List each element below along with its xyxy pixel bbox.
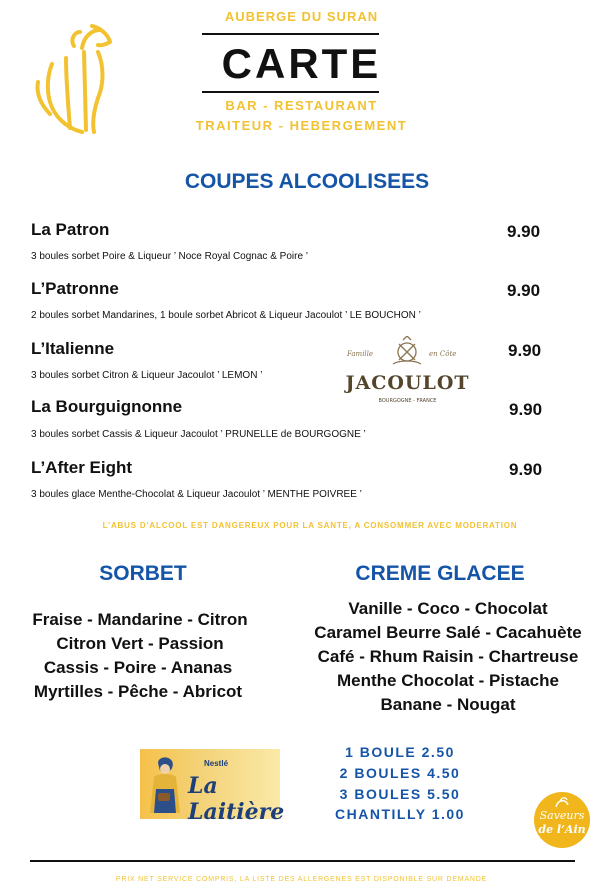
subtitle-traiteur: TRAITEUR - HEBERGEMENT bbox=[195, 118, 408, 133]
alcohol-warning: L’ABUS D’ALCOOL EST DANGEREUX POUR LA SANTE, A CONSOMMER AVEC MODERATION bbox=[102, 521, 518, 530]
jacoulot-name: JACOULOT bbox=[345, 372, 470, 394]
item-description: 3 boules sorbet Poire & Liqueur ’ Noce Royal Cognac & Poire ’ bbox=[31, 251, 309, 262]
creme-glacee-flavor-line: Caramel Beurre Salé - Cacahuète bbox=[314, 623, 582, 642]
sorbet-flavor-line: Myrtilles - Pêche - Abricot bbox=[33, 682, 243, 701]
la-laitiere-logo bbox=[140, 749, 285, 825]
creme-glacee-flavor-line: Café - Rhum Raisin - Chartreuse bbox=[317, 647, 579, 666]
item-price: 9.90 bbox=[509, 460, 543, 479]
jacoulot-logo bbox=[345, 336, 470, 408]
price-line: 2 BOULES 4.50 bbox=[339, 765, 461, 781]
saveurs-swirl-icon bbox=[554, 795, 570, 809]
saveurs-line2: de l’Ain bbox=[538, 823, 586, 836]
footer-rule bbox=[30, 860, 575, 862]
footer-note: PRIX NET SERVICE COMPRIS, LA LISTE DES ALLERGENES EST DISPONIBLE SUR DEMANDE bbox=[115, 876, 488, 883]
restaurant-name: AUBERGE DU SURAN bbox=[224, 9, 379, 24]
jacoulot-script-right: en Côte bbox=[429, 350, 457, 358]
la-laitiere-name: La Laitière bbox=[188, 773, 285, 825]
item-price: 9.90 bbox=[509, 400, 543, 419]
jacoulot-crest-icon bbox=[389, 336, 425, 370]
saveurs-line1: Saveurs bbox=[539, 809, 585, 822]
creme-glacee-flavor-line: Banane - Nougat bbox=[380, 695, 516, 714]
milkmaid-figure-icon bbox=[144, 753, 188, 815]
item-name: L’Patronne bbox=[31, 279, 119, 298]
item-name: La Bourguignonne bbox=[31, 397, 183, 416]
item-price: 9.90 bbox=[508, 341, 542, 360]
item-name: La Patron bbox=[31, 220, 110, 239]
sorbet-flavor-line: Citron Vert - Passion bbox=[56, 634, 224, 653]
item-name: L’Italienne bbox=[31, 339, 115, 358]
section-title: COUPES ALCOOLISEES bbox=[184, 170, 430, 193]
item-price: 9.90 bbox=[507, 281, 541, 300]
item-description: 3 boules sorbet Citron & Liqueur Jacoulot ’ LEMON ’ bbox=[31, 370, 263, 381]
sorbet-flavor-line: Fraise - Mandarine - Citron bbox=[32, 610, 248, 629]
saveurs-de-lain-logo bbox=[534, 792, 590, 848]
item-description: 3 boules sorbet Cassis & Liqueur Jacoulot ’ PRUNELLE de BOURGOGNE ’ bbox=[31, 429, 366, 440]
subtitle-bar-restaurant: BAR - RESTAURANT bbox=[225, 98, 378, 113]
page-title: CARTE bbox=[221, 40, 382, 87]
item-description: 2 boules sorbet Mandarines, 1 boule sorbet Abricot & Liqueur Jacoulot ’ LE BOUCHON ’ bbox=[31, 310, 421, 321]
price-line: CHANTILLY 1.00 bbox=[335, 806, 465, 822]
creme-glacee-title: CREME GLACEE bbox=[355, 562, 525, 585]
jacoulot-region: BOURGOGNE - FRANCE bbox=[378, 398, 437, 404]
sorbet-flavor-line: Cassis - Poire - Ananas bbox=[43, 658, 233, 677]
creme-glacee-flavor-line: Vanille - Coco - Chocolat bbox=[348, 599, 548, 618]
sorbet-title: SORBET bbox=[99, 562, 187, 585]
price-line: 1 BOULE 2.50 bbox=[345, 744, 455, 760]
jacoulot-script-left: Famille bbox=[347, 350, 374, 358]
item-name: L’After Eight bbox=[31, 458, 133, 477]
price-line: 3 BOULES 5.50 bbox=[339, 786, 461, 802]
item-description: 3 boules glace Menthe-Chocolat & Liqueur Jacoulot ’ MENTHE POIVREE ’ bbox=[31, 489, 362, 500]
nestle-label: Nestlé bbox=[204, 759, 229, 768]
item-price: 9.90 bbox=[507, 222, 541, 241]
header-top-rule bbox=[202, 33, 379, 35]
creme-glacee-flavor-line: Menthe Chocolat - Pistache bbox=[337, 671, 559, 690]
header-bottom-rule bbox=[202, 91, 379, 93]
